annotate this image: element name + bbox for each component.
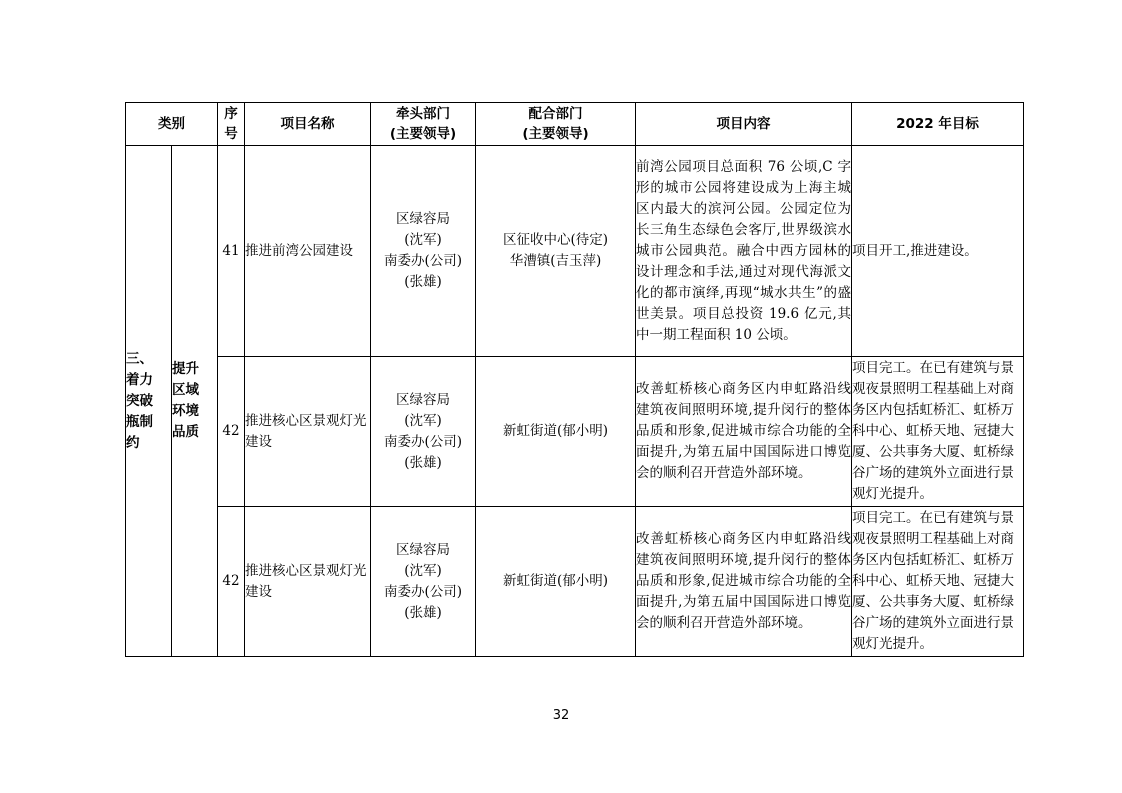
row-seq: 42	[218, 357, 245, 507]
row-seq: 41	[218, 146, 245, 357]
row-content: 改善虹桥核心商务区内申虹路沿线建筑夜间照明环境,提升闵行的整体品质和形象,促进城市综合功能的全面提升,为第五届中国国际进口博览会的顺利召开营造外部环境。	[636, 357, 852, 507]
row-coop	[476, 357, 636, 507]
row-seq: 42	[218, 507, 245, 657]
row-target: 项目完工。在已有建筑与景观夜景照明工程基础上对商务区内包括虹桥汇、虹桥万科中心、虹桥天地、冠捷大厦、公共事务大厦、虹桥绿谷广场的建筑外立面进行景观灯光提升。	[852, 507, 1024, 657]
table-row	[126, 357, 1024, 507]
category-sub-line: 品质	[172, 424, 199, 440]
row-coop-line: 新虹街道(郁小明)	[502, 423, 609, 439]
header-seq	[218, 103, 245, 146]
row-content: 前湾公园项目总面积 76 公顷,C 字形的城市公园将建设成为上海主城区内最大的滨河公园。公园定位为长三角生态绿色会客厅,世界级滨水城市公园典范。融合中西方园林的设计理念和手法,通过对现代海派文化的都市演绎,再现“城水共生”的盛世美景。项目总投资 19.6 亿元,其中一期工程面积 10 公顷。	[636, 146, 852, 357]
header-content: 项目内容	[636, 103, 852, 146]
row-lead	[371, 146, 476, 357]
category-main-line: 瓶制	[126, 413, 153, 430]
row-lead-line: (张雄)	[404, 454, 442, 471]
row-lead-line: (沈军)	[404, 412, 442, 429]
row-lead-line: 区绿容局	[396, 211, 450, 227]
row-content: 改善虹桥核心商务区内申虹路沿线建筑夜间照明环境,提升闵行的整体品质和形象,促进城市综合功能的全面提升,为第五届中国国际进口博览会的顺利召开营造外部环境。	[636, 507, 852, 657]
header-row	[126, 103, 1024, 146]
row-coop	[476, 507, 636, 657]
header-lead-line-1: 牵头部门	[396, 106, 450, 122]
header-coop-line-2: (主要领导)	[522, 126, 589, 142]
header-seq-line-2: 号	[224, 126, 238, 142]
category-main-line: 突破	[126, 392, 153, 409]
table-row	[126, 146, 1024, 357]
header-seq-line-1: 序	[224, 106, 238, 122]
row-name: 推进核心区景观灯光建设	[245, 507, 371, 657]
category-sub-cell	[172, 146, 218, 657]
row-lead-line: 南委办(公司)	[383, 433, 463, 450]
category-main-line: 约	[126, 434, 140, 451]
row-name: 推进核心区景观灯光建设	[245, 357, 371, 507]
header-coop	[476, 103, 636, 146]
header-target: 2022 年目标	[852, 103, 1024, 146]
row-lead-line: 南委办(公司)	[383, 253, 463, 269]
header-lead-line-2: (主要领导)	[389, 126, 457, 142]
row-lead-line: 区绿容局	[396, 541, 450, 558]
header-name: 项目名称	[245, 103, 371, 146]
row-coop	[476, 146, 636, 357]
header-category: 类别	[126, 103, 218, 146]
row-coop-line: 新虹街道(郁小明)	[502, 573, 609, 589]
project-table	[125, 102, 1024, 657]
row-lead	[371, 507, 476, 657]
category-sub-line: 环境	[172, 403, 199, 419]
row-lead-line: 南委办(公司)	[383, 583, 463, 600]
row-lead	[371, 357, 476, 507]
header-coop-line-1: 配合部门	[528, 106, 583, 122]
row-lead-line: (沈军)	[404, 562, 442, 579]
category-sub-line: 区域	[172, 382, 199, 398]
row-lead-line: (张雄)	[404, 604, 442, 621]
row-lead-line: 区绿容局	[396, 391, 450, 408]
category-main-line: 着力	[126, 371, 153, 388]
row-target: 项目开工,推进建设。	[852, 146, 1024, 357]
table-row	[126, 507, 1024, 657]
row-lead-line: (张雄)	[404, 274, 442, 290]
category-sub-line: 提升	[172, 361, 199, 377]
row-target: 项目完工。在已有建筑与景观夜景照明工程基础上对商务区内包括虹桥汇、虹桥万科中心、虹桥天地、冠捷大厦、公共事务大厦、虹桥绿谷广场的建筑外立面进行景观灯光提升。	[852, 357, 1024, 507]
row-coop-line: 区征收中心(待定)	[502, 232, 609, 248]
category-main-cell	[126, 146, 172, 657]
row-name: 推进前湾公园建设	[245, 146, 371, 357]
header-lead	[371, 103, 476, 146]
page-number: 32	[552, 708, 570, 723]
category-main-line: 三、	[126, 350, 153, 367]
row-coop-line: 华漕镇(吉玉萍)	[509, 253, 602, 269]
row-lead-line: (沈军)	[404, 232, 442, 248]
